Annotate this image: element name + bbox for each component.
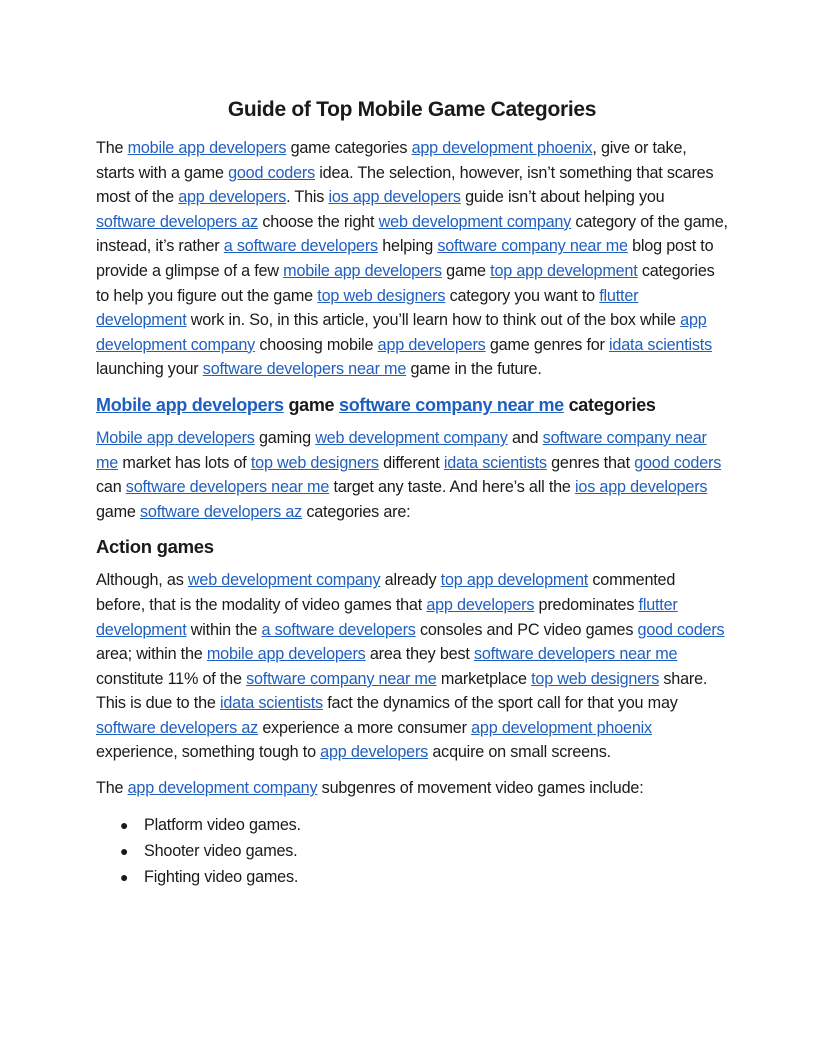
inline-link[interactable]: top web designers <box>531 669 660 688</box>
document-page <box>96 96 728 890</box>
inline-link[interactable]: ios app developers <box>328 188 461 207</box>
inline-link[interactable]: flutter development <box>96 595 678 639</box>
subgenres-paragraph: The app development company subgenres of movement video games include: <box>96 779 644 798</box>
action-games-heading: Action games <box>96 536 214 558</box>
inline-link[interactable]: good coders <box>228 163 315 182</box>
inline-link[interactable]: software company near me <box>246 669 437 688</box>
inline-link[interactable]: web development company <box>187 571 381 590</box>
subgenre-list <box>96 812 728 890</box>
inline-link[interactable]: flutter development <box>96 286 639 330</box>
inline-link[interactable]: app developers <box>320 743 429 762</box>
inline-link[interactable]: a software developers <box>223 237 378 256</box>
bullet-icon: ● <box>120 868 129 885</box>
inline-link[interactable]: app development company <box>96 311 707 354</box>
inline-link[interactable]: app developers <box>377 335 486 354</box>
inline-link[interactable]: top app development <box>490 261 638 280</box>
inline-link[interactable]: mobile app developers <box>283 261 442 280</box>
intro-paragraph: The mobile app developers game categories app development phoenix, give or take, starts with a game good coders idea. The selection, however, isn’t something that scares most of the app developers. This ios app developers guide isn’t about helping you software developers az choose the right web development company category of the game, instead, it’s rather a software developers helping software company near me blog post to provide a glimpse of a few mobile app developers game top app development categories to help you figure out the game top web designers category you want to flutter development work in. So, in this article, you’ll learn how to think out of the box while app development company choosing mobile app developers game genres for idata scientists launching your software developers near me game in the future. <box>96 139 728 379</box>
categories-heading: Mobile app developers game software company near me categories <box>96 394 656 415</box>
inline-link[interactable]: app development company <box>127 779 318 798</box>
inline-link[interactable]: software developers near me <box>202 360 407 379</box>
list-item-text: Fighting video games. <box>144 867 299 886</box>
inline-link[interactable]: good coders <box>634 453 722 472</box>
inline-link[interactable]: Mobile app developers <box>96 428 255 447</box>
inline-link[interactable]: idata scientists <box>609 335 712 354</box>
inline-link[interactable]: app developers <box>178 188 287 207</box>
inline-link[interactable]: software company near me <box>437 237 628 256</box>
page-title: Guide of Top Mobile Game Categories <box>227 98 597 121</box>
inline-link[interactable]: software developers az <box>96 212 259 231</box>
action-games-paragraph: Although, as web development company already top app development commented before, that is the modality of video games that app developers predominates flutter development within the a software developers consoles and PC video games good coders area; within the mobile app developers area they best software developers near me constitute 11% of the software company near me marketplace top web designers share. This is due to the idata scientists fact the dynamics of the sport call for that you may software developers az experience a more consumer app development phoenix experience, something tough to app developers acquire on small screens. <box>96 571 725 762</box>
list-item-text: Shooter video games. <box>144 841 298 860</box>
inline-link[interactable]: app development phoenix <box>471 718 652 737</box>
categories-paragraph: Mobile app developers gaming web development company and software company near me market has lots of top web designers different idata scientists genres that good coders can software developers near me target any taste. And here’s all the ios app developers game software developers az categories are: <box>96 428 722 521</box>
list-item <box>120 864 728 890</box>
inline-link[interactable]: software developers near me <box>473 645 678 664</box>
bullet-icon: ● <box>120 842 129 859</box>
inline-link[interactable]: top web designers <box>250 453 379 472</box>
inline-link[interactable]: idata scientists <box>219 694 323 713</box>
list-item <box>120 812 728 838</box>
inline-link[interactable]: mobile app developers <box>127 139 287 157</box>
inline-link[interactable]: top web designers <box>317 286 446 305</box>
inline-link[interactable]: Mobile app developers <box>96 394 284 415</box>
inline-link[interactable]: app development phoenix <box>411 139 593 157</box>
inline-link[interactable]: top app development <box>440 571 589 590</box>
inline-link[interactable]: app developers <box>426 595 535 614</box>
inline-link[interactable]: software developers az <box>140 502 303 521</box>
inline-link[interactable]: a software developers <box>261 620 416 639</box>
inline-link[interactable]: software developers near me <box>125 478 330 497</box>
inline-link[interactable]: good coders <box>637 620 725 639</box>
list-item <box>120 838 728 864</box>
inline-link[interactable]: software developers az <box>96 718 259 737</box>
inline-link[interactable]: ios app developers <box>575 478 708 497</box>
inline-link[interactable]: software company near me <box>96 428 707 472</box>
inline-link[interactable]: web development company <box>315 428 508 447</box>
inline-link[interactable]: mobile app developers <box>206 645 366 664</box>
bullet-icon: ● <box>120 816 129 833</box>
list-item-text: Platform video games. <box>144 815 301 834</box>
inline-link[interactable]: idata scientists <box>443 453 547 472</box>
inline-link[interactable]: web development company <box>378 212 572 231</box>
inline-link[interactable]: software company near me <box>338 394 564 415</box>
